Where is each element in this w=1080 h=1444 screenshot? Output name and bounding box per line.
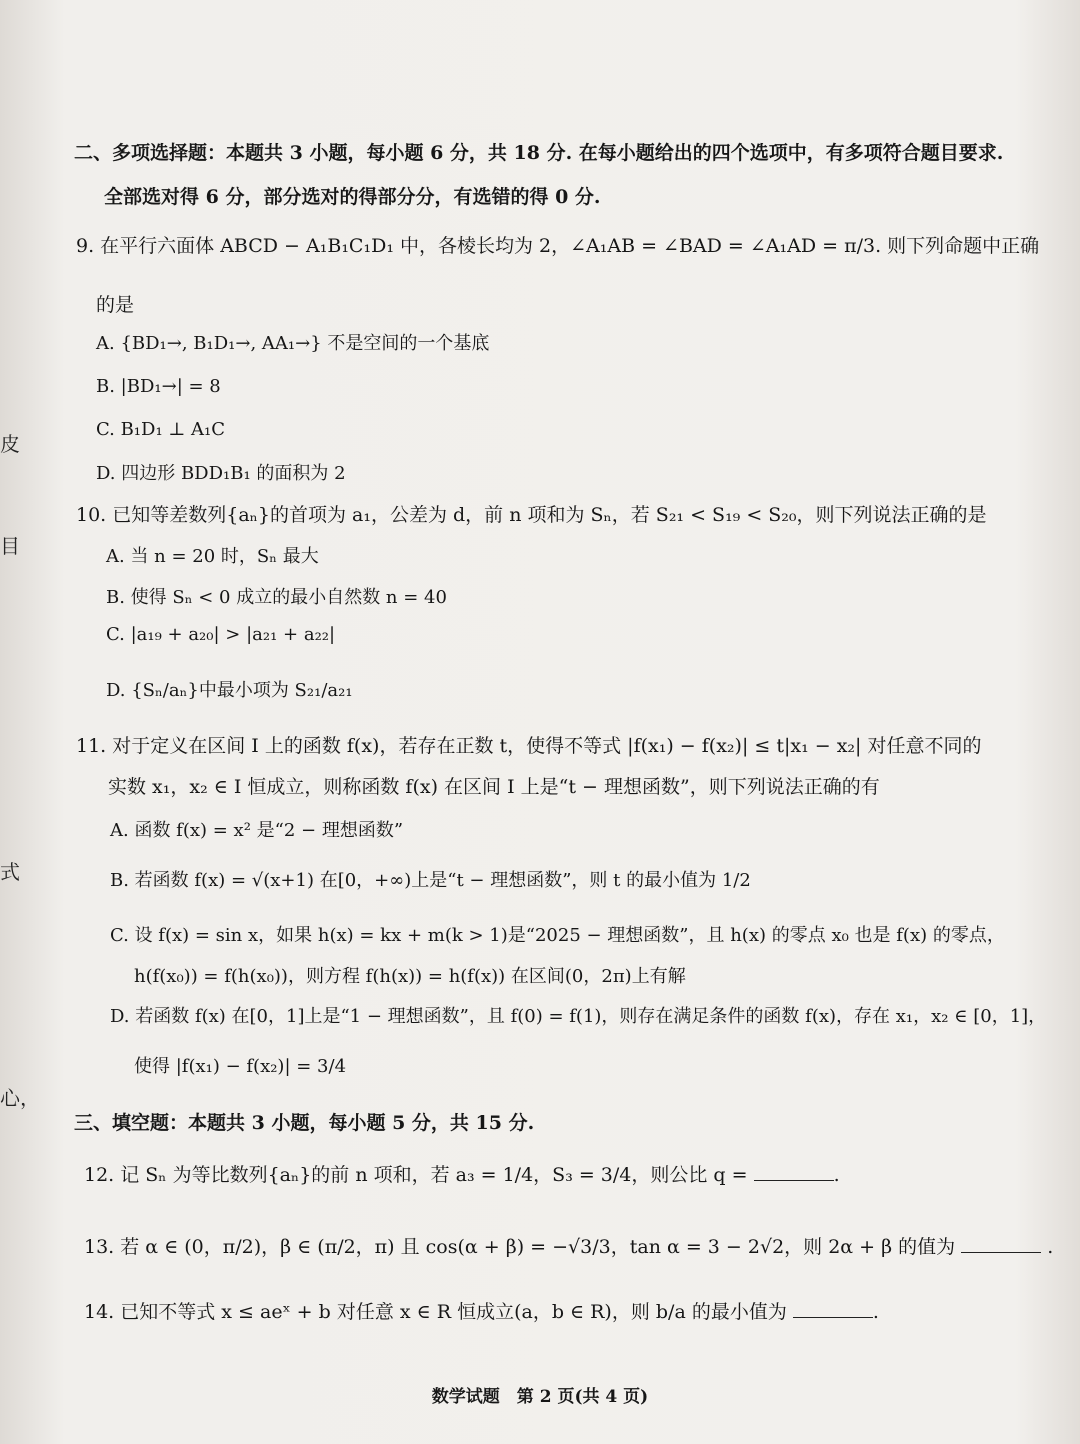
question-10-stem: 10. 已知等差数列{aₙ}的首项为 a₁，公差为 d，前 n 项和为 Sₙ，若 S₂₁ < S₁₉ < S₂₀，则下列说法正确的是 — [76, 504, 987, 526]
q11-option-d-cont: 使得 |f(x₁) − f(x₂)| = 3/4 — [134, 1056, 347, 1077]
q10-option-d: D. {Sₙ/aₙ}中最小项为 S₂₁/a₂₁ — [106, 680, 353, 701]
margin-fragment-3: 式 — [0, 860, 20, 884]
margin-fragment-4: 心， — [0, 1086, 40, 1110]
question-13: 13. 若 α ∈ (0，π/2)，β ∈ (π/2，π) 且 cos(α + β) = −√3/3，tan α = 3 − 2√2，则 2α + β 的值为 . — [84, 1236, 1054, 1258]
q13-text: 13. 若 α ∈ (0，π/2)，β ∈ (π/2，π) 且 cos(α + β) = −√3/3，tan α = 3 − 2√2，则 2α + β 的值为 — [84, 1236, 962, 1258]
margin-fragment-1: 皮 — [0, 432, 20, 456]
question-11-stem-cont: 实数 x₁，x₂ ∈ I 恒成立，则称函数 f(x) 在区间 I 上是“t − 理想函数”，则下列说法正确的有 — [108, 776, 880, 798]
q9-option-a: A. {BD₁→, B₁D₁→, AA₁→} 不是空间的一个基底 — [96, 333, 490, 354]
q10-option-c: C. |a₁₉ + a₂₀| > |a₂₁ + a₂₂| — [106, 624, 336, 645]
q9-option-c: C. B₁D₁ ⊥ A₁C — [96, 419, 226, 440]
q10-option-a: A. 当 n = 20 时，Sₙ 最大 — [106, 546, 319, 567]
q14-answer-blank — [793, 1299, 873, 1318]
q12-text: 12. 记 Sₙ 为等比数列{aₙ}的前 n 项和，若 a₃ = 1/4，S₃ = 3/4，则公比 q = — [84, 1164, 754, 1186]
q13-answer-blank — [961, 1234, 1041, 1253]
q9-option-d: D. 四边形 BDD₁B₁ 的面积为 2 — [96, 463, 346, 484]
question-11-stem: 11. 对于定义在区间 I 上的函数 f(x)，若存在正数 t，使得不等式 |f(x₁) − f(x₂)| ≤ t|x₁ − x₂| 对任意不同的 — [76, 735, 982, 757]
q14-text: 14. 已知不等式 x ≤ aeˣ + b 对任意 x ∈ R 恒成立(a，b ∈ R)，则 b/a 的最小值为 — [84, 1301, 793, 1323]
question-9-stem-cont: 的是 — [96, 294, 135, 316]
q11-option-c-cont: h(f(x₀)) = f(h(x₀))，则方程 f(h(x)) = h(f(x)) 在区间(0，2π)上有解 — [134, 966, 686, 987]
section-2-heading: 二、多项选择题：本题共 3 小题，每小题 6 分，共 18 分. 在每小题给出的四个选项中，有多项符合题目要求. — [74, 142, 1004, 164]
question-9-stem: 9. 在平行六面体 ABCD − A₁B₁C₁D₁ 中，各棱长均为 2，∠A₁AB = ∠BAD = ∠A₁AD = π/3. 则下列命题中正确 — [76, 235, 1040, 257]
margin-fragment-2: 目 — [0, 534, 20, 558]
q11-option-b: B. 若函数 f(x) = √(x+1) 在[0，+∞)上是“t − 理想函数”，则 t 的最小值为 1/2 — [110, 870, 751, 891]
section-3-heading: 三、填空题：本题共 3 小题，每小题 5 分，共 15 分. — [74, 1112, 535, 1134]
section-2-heading-cont: 全部选对得 6 分，部分选对的得部分分，有选错的得 0 分. — [104, 186, 601, 208]
question-12: 12. 记 Sₙ 为等比数列{aₙ}的前 n 项和，若 a₃ = 1/4，S₃ = 3/4，则公比 q = . — [84, 1164, 840, 1186]
q11-option-d: D. 若函数 f(x) 在[0，1]上是“1 − 理想函数”，且 f(0) = f(1)，则存在满足条件的函数 f(x)，存在 x₁，x₂ ∈ [0，1]， — [110, 1006, 1047, 1027]
q11-option-c: C. 设 f(x) = sin x，如果 h(x) = kx + m(k > 1)是“2025 − 理想函数”，且 h(x) 的零点 x₀ 也是 f(x) 的零点， — [110, 925, 1005, 946]
q11-option-a: A. 函数 f(x) = x² 是“2 − 理想函数” — [110, 820, 404, 841]
q10-option-b: B. 使得 Sₙ < 0 成立的最小自然数 n = 40 — [106, 587, 447, 608]
q12-answer-blank — [754, 1162, 834, 1181]
page-footer: 数学试题 第 2 页(共 4 页) — [431, 1387, 649, 1407]
q9-option-b: B. |BD₁→| = 8 — [96, 376, 221, 397]
question-14: 14. 已知不等式 x ≤ aeˣ + b 对任意 x ∈ R 恒成立(a，b ∈ R)，则 b/a 的最小值为 . — [84, 1301, 879, 1323]
